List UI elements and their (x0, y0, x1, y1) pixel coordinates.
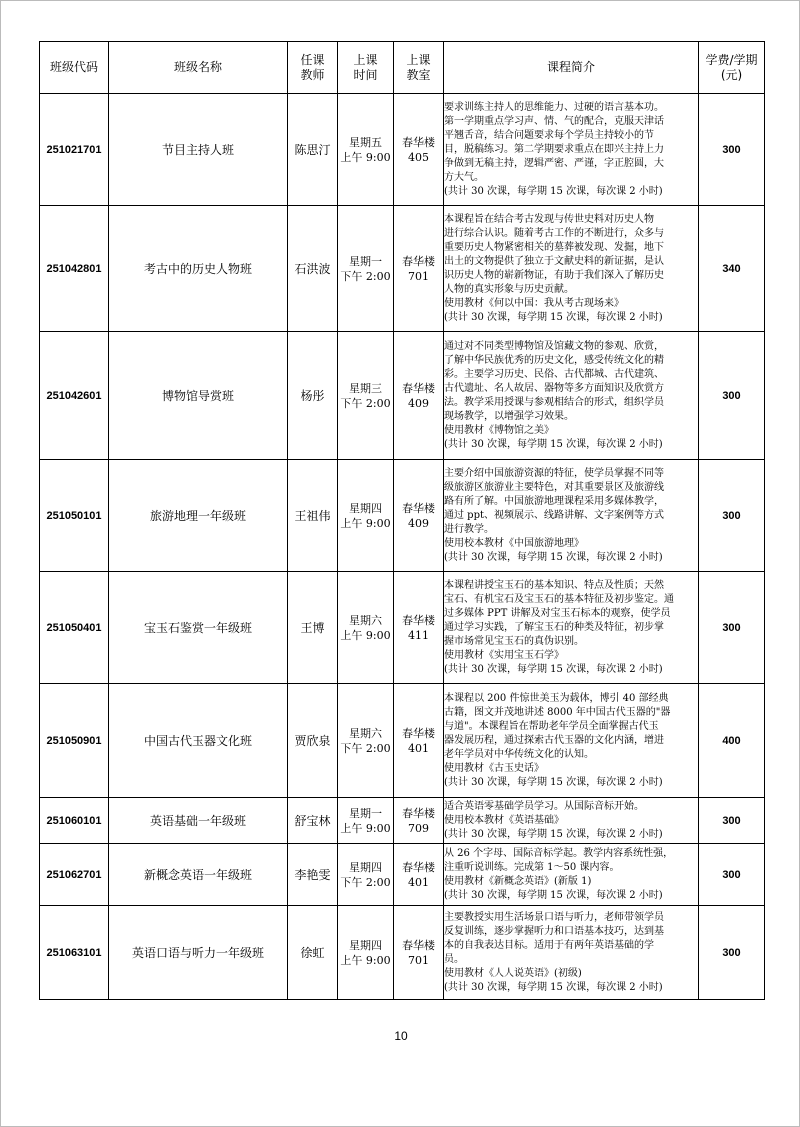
class-name: 英语口语与听力一年级班 (109, 906, 288, 1000)
classroom (394, 206, 444, 332)
desc-line: 古籍，图文并茂地讲述 8000 年中国古代玉器的"器 (444, 706, 671, 718)
desc-line: 现场教学，以增强学习效果。 (444, 410, 574, 422)
tuition-fee: 300 (699, 844, 765, 906)
course-description (444, 798, 699, 844)
table-row (40, 844, 765, 906)
desc-line: (共计 30 次课，每学期 15 次课，每次课 2 小时) (444, 438, 663, 450)
tuition-fee: 300 (699, 94, 765, 206)
class-name: 新概念英语一年级班 (109, 844, 288, 906)
desc-line: 握市场常见宝玉石的真伪识别。 (444, 635, 584, 647)
course-description (444, 844, 699, 906)
desc-line: 法。教学采用授课与参观相结合的形式，组织学员 (444, 396, 664, 408)
desc-line: 老年学员对中华传统文化的认知。 (444, 748, 594, 760)
table-row (40, 798, 765, 844)
time-line: 上午 9:00 (340, 628, 391, 642)
class-time (338, 906, 394, 1000)
time-line: 上午 9:00 (340, 150, 391, 164)
room-line: 春华楼 (402, 381, 435, 395)
course-description (444, 206, 699, 332)
time-line: 下午 2:00 (340, 741, 391, 755)
desc-line: (共计 30 次课，每学期 15 次课，每次课 2 小时) (444, 776, 663, 788)
table-row (40, 206, 765, 332)
desc-line: 使用教材《何以中国：我从考古现场来》 (444, 297, 624, 309)
teacher-name: 李艳雯 (288, 844, 338, 906)
class-code: 251021701 (40, 94, 109, 206)
desc-line: 员。 (444, 953, 464, 965)
header-name: 班级名称 (109, 42, 288, 94)
course-description (444, 460, 699, 572)
class-code: 251042601 (40, 332, 109, 460)
time-line: 星期三 (349, 381, 382, 395)
desc-line: 从 26 个字母、国际音标学起。教学内容系统性强， (444, 847, 674, 859)
desc-line: 使用校本教材《英语基础》 (444, 814, 564, 826)
class-code: 251050401 (40, 572, 109, 684)
table-row (40, 906, 765, 1000)
room-line: 春华楼 (402, 135, 435, 149)
course-description (444, 684, 699, 798)
time-line: 星期一 (349, 254, 382, 268)
desc-line: 主要教授实用生活场景口语与听力，老师带领学员 (444, 911, 664, 923)
table-row (40, 684, 765, 798)
class-name: 宝玉石鉴赏一年级班 (109, 572, 288, 684)
desc-line: (共计 30 次课，每学期 15 次课，每次课 2 小时) (444, 981, 663, 993)
desc-line: 重要历史人物紧密相关的墓葬被发现、发掘，地下 (444, 241, 664, 253)
desc-line: 主要介绍中国旅游资源的特征，使学员掌握不同等 (444, 467, 664, 479)
room-line: 春华楼 (402, 938, 435, 952)
class-code: 251050901 (40, 684, 109, 798)
tuition-fee: 300 (699, 906, 765, 1000)
time-line: 星期五 (349, 135, 382, 149)
course-description (444, 572, 699, 684)
class-name: 节目主持人班 (109, 94, 288, 206)
time-line: 下午 2:00 (340, 269, 391, 283)
desc-line: 本课程旨在结合考古发现与传世史料对历史人物 (444, 213, 654, 225)
desc-line: 了解中华民族优秀的历史文化，感受传统文化的精 (444, 354, 664, 366)
course-description (444, 94, 699, 206)
desc-line: 通过 ppt、视频展示、线路讲解、文字案例等方式 (444, 509, 664, 521)
room-line: 春华楼 (402, 860, 435, 874)
desc-line: 要求训练主持人的思维能力、过硬的语言基本功。 (444, 101, 664, 113)
table-row (40, 460, 765, 572)
desc-line: 器发展历程，通过探索古代玉器的文化内涵，增进 (444, 734, 664, 746)
time-line: 下午 2:00 (340, 875, 391, 889)
teacher-name: 陈思汀 (288, 94, 338, 206)
class-time (338, 844, 394, 906)
desc-line: 注重听说训练。完成第 1～50 课内容。 (444, 861, 620, 873)
teacher-name: 王博 (288, 572, 338, 684)
desc-line: 与道"。本课程旨在帮助老年学员全面掌握古代玉 (444, 720, 659, 732)
tuition-fee: 300 (699, 798, 765, 844)
room-line: 411 (408, 628, 429, 642)
room-line: 401 (408, 741, 429, 755)
class-name: 考古中的历史人物班 (109, 206, 288, 332)
classroom (394, 684, 444, 798)
desc-line: 反复训练，逐步掌握听力和口语基本技巧，达到基 (444, 925, 664, 937)
desc-line: (共计 30 次课，每学期 15 次课，每次课 2 小时) (444, 889, 663, 901)
desc-line: 使用教材《博物馆之美》 (444, 424, 554, 436)
time-line: 下午 2:00 (340, 396, 391, 410)
classroom (394, 94, 444, 206)
desc-line: 平翘舌音，结合问题要求每个学员主持较小的节 (444, 129, 654, 141)
desc-line: 方大气。 (444, 171, 484, 183)
desc-line: (共计 30 次课，每学期 15 次课，每次课 2 小时) (444, 551, 663, 563)
header-time: 上课 时间 (338, 42, 394, 94)
desc-line: 本课程讲授宝玉石的基本知识、特点及性质；天然 (444, 579, 664, 591)
class-code: 251042801 (40, 206, 109, 332)
page-number: 10 (394, 1029, 408, 1043)
room-line: 409 (408, 396, 429, 410)
desc-line: 使用教材《新概念英语》(新版 1) (444, 875, 592, 887)
tuition-fee: 400 (699, 684, 765, 798)
desc-line: 通过对不同类型博物馆及馆藏文物的参观、欣赏， (444, 340, 664, 352)
table-row (40, 94, 765, 206)
classroom (394, 906, 444, 1000)
teacher-name: 王祖伟 (288, 460, 338, 572)
teacher-name: 石洪波 (288, 206, 338, 332)
desc-line: 进行教学。 (444, 523, 494, 535)
class-time (338, 94, 394, 206)
time-line: 上午 9:00 (340, 953, 391, 967)
header-fee: 学费/学期 (元) (699, 42, 765, 94)
desc-line: 宝石、有机宝石及宝玉石的基本特征及初步鉴定。通 (444, 593, 674, 605)
desc-line: 目，脱稿练习。第二学期要求重点在即兴主持上力 (444, 143, 664, 155)
table-row (40, 332, 765, 460)
class-time (338, 798, 394, 844)
desc-line: 出土的文物提供了独立于文献史料的新证据，是认 (444, 255, 664, 267)
tuition-fee: 300 (699, 460, 765, 572)
header-code: 班级代码 (40, 42, 109, 94)
desc-line: 争做到无稿主持，逻辑严密、严谨，字正腔圆，大 (444, 157, 664, 169)
course-table (39, 41, 765, 1000)
desc-line: 进行综合认识。随着考古工作的不断进行，众多与 (444, 227, 664, 239)
teacher-name: 杨彤 (288, 332, 338, 460)
desc-line: 人物的真实形象与历史贡献。 (444, 283, 574, 295)
course-description (444, 332, 699, 460)
desc-line: 级旅游区旅游业主要特色，对其重要景区及旅游线 (444, 481, 664, 493)
class-code: 251063101 (40, 906, 109, 1000)
class-time (338, 684, 394, 798)
classroom (394, 332, 444, 460)
time-line: 上午 9:00 (340, 516, 391, 530)
classroom (394, 572, 444, 684)
desc-line: 第一学期重点学习声、情、气的配合，克服天津话 (444, 115, 664, 127)
classroom (394, 798, 444, 844)
class-name: 旅游地理一年级班 (109, 460, 288, 572)
class-time (338, 460, 394, 572)
teacher-name: 舒宝林 (288, 798, 338, 844)
room-line: 春华楼 (402, 806, 435, 820)
room-line: 春华楼 (402, 254, 435, 268)
desc-line: 过多媒体 PPT 讲解及对宝玉石标本的观察，使学员 (444, 607, 671, 619)
class-time (338, 332, 394, 460)
desc-line: 古代遗址、名人故居、器物等多方面知识及欣赏方 (444, 382, 664, 394)
time-line: 星期六 (349, 613, 382, 627)
room-line: 409 (408, 516, 429, 530)
course-table-body (40, 94, 765, 1000)
desc-line: (共计 30 次课，每学期 15 次课，每次课 2 小时) (444, 311, 663, 323)
class-time (338, 572, 394, 684)
room-line: 春华楼 (402, 613, 435, 627)
desc-line: 通过学习实践，了解宝玉石的种类及特征，初步掌 (444, 621, 664, 633)
time-line: 星期四 (349, 501, 382, 515)
desc-line: 识历史人物的崭新物证，有助于我们深入了解历史 (444, 269, 664, 281)
class-time (338, 206, 394, 332)
desc-line: 使用教材《人人说英语》(初级) (444, 967, 582, 979)
class-name: 中国古代玉器文化班 (109, 684, 288, 798)
desc-line: 使用教材《实用宝玉石学》 (444, 649, 564, 661)
time-line: 上午 9:00 (340, 821, 391, 835)
class-name: 博物馆导赏班 (109, 332, 288, 460)
desc-line: (共计 30 次课，每学期 15 次课，每次课 2 小时) (444, 663, 663, 675)
time-line: 星期一 (349, 806, 382, 820)
room-line: 401 (408, 875, 429, 889)
desc-line: 彩。主要学习历史、民俗、古代都城、古代建筑、 (444, 368, 664, 380)
room-line: 709 (408, 821, 429, 835)
room-line: 春华楼 (402, 501, 435, 515)
time-line: 星期四 (349, 938, 382, 952)
class-code: 251050101 (40, 460, 109, 572)
room-line: 701 (408, 269, 429, 283)
header-teacher: 任课 教师 (288, 42, 338, 94)
classroom (394, 844, 444, 906)
classroom (394, 460, 444, 572)
class-name: 英语基础一年级班 (109, 798, 288, 844)
tuition-fee: 300 (699, 332, 765, 460)
course-description (444, 906, 699, 1000)
tuition-fee: 300 (699, 572, 765, 684)
desc-line: 本的自我表达目标。适用于有两年英语基础的学 (444, 939, 654, 951)
header-row (40, 42, 765, 94)
room-line: 春华楼 (402, 726, 435, 740)
room-line: 405 (408, 150, 429, 164)
time-line: 星期六 (349, 726, 382, 740)
desc-line: 适合英语零基础学员学习。从国际音标开始。 (444, 800, 644, 812)
teacher-name: 贾欣泉 (288, 684, 338, 798)
room-line: 701 (408, 953, 429, 967)
desc-line: 路有所了解。中国旅游地理课程采用多媒体教学， (444, 495, 664, 507)
class-code: 251062701 (40, 844, 109, 906)
time-line: 星期四 (349, 860, 382, 874)
desc-line: (共计 30 次课，每学期 15 次课，每次课 2 小时) (444, 828, 663, 840)
header-room: 上课 教室 (394, 42, 444, 94)
desc-line: 本课程以 200 件惊世美玉为载体，博引 40 部经典 (444, 692, 669, 704)
table-row (40, 572, 765, 684)
header-description: 课程简介 (444, 42, 699, 94)
desc-line: 使用校本教材《中国旅游地理》 (444, 537, 584, 549)
desc-line: (共计 30 次课，每学期 15 次课，每次课 2 小时) (444, 185, 663, 197)
teacher-name: 徐虹 (288, 906, 338, 1000)
desc-line: 使用教材《古玉史话》 (444, 762, 544, 774)
tuition-fee: 340 (699, 206, 765, 332)
class-code: 251060101 (40, 798, 109, 844)
